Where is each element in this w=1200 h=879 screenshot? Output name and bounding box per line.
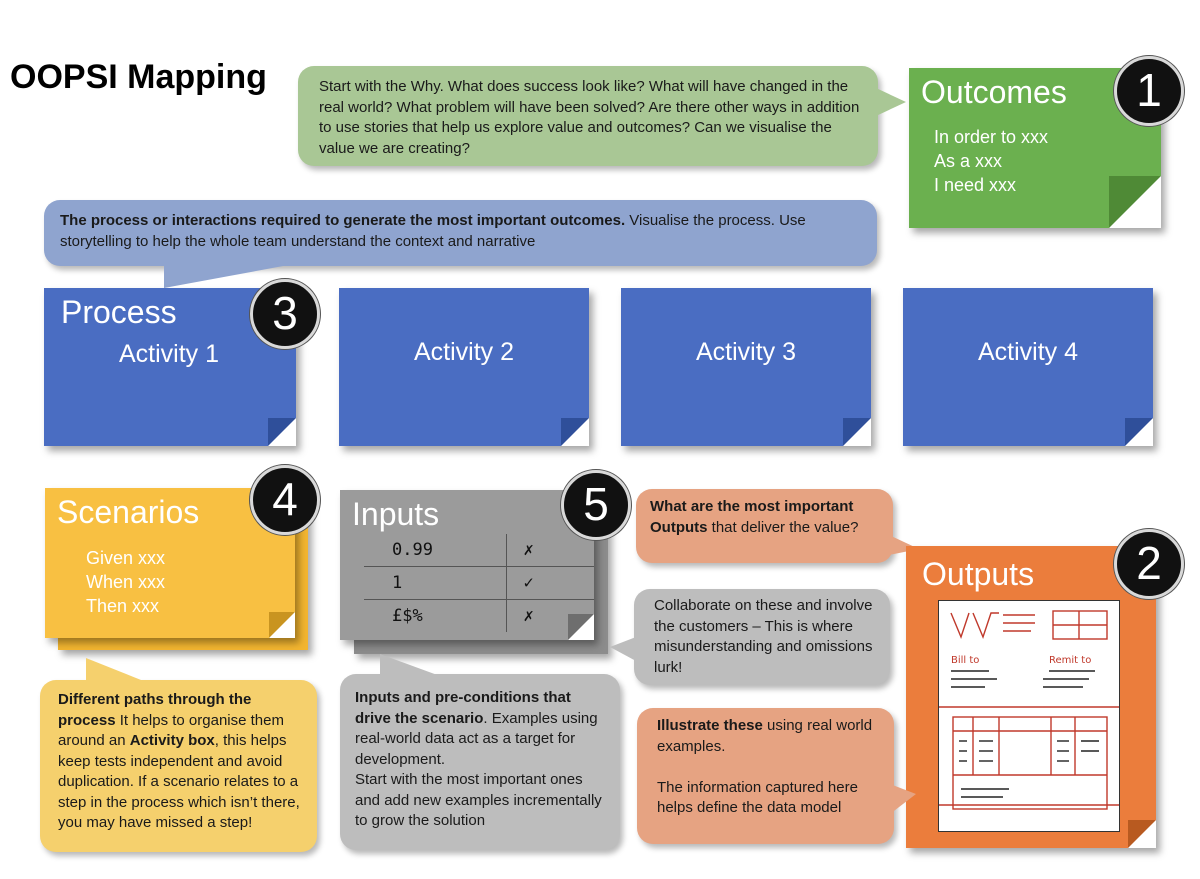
invoice-sketch [938,600,1120,832]
invoice-sketch-drawing [939,601,1119,831]
collaborate-text: Collaborate on these and involve the customers – This is where misunderstanding and omissions lurk! [654,597,873,676]
outputs-question-bold-1: What are the most important [650,498,854,515]
outputs-note [906,546,1156,848]
scenarios-bubble-text-1: It helps to organise them around an [58,711,284,749]
illustrate-bubble-text: using real world examples. [657,717,873,755]
scenarios-bubble-bold-2: Activity box [129,732,215,749]
badge-3: 3 [250,279,320,349]
badge-4: 4 [250,465,320,535]
activity-3-label: Activity 3 [695,338,797,366]
scenarios-heading: Scenarios [57,494,200,530]
inputs-bubble-text: . Examples using real-world data act as a target for development. [355,709,598,768]
scenarios-fold [269,612,295,638]
activity-4-label: Activity 4 [977,338,1079,366]
inputs-value-3: £$% [364,600,507,633]
outcomes-heading: Outcomes [921,74,1067,110]
process-heading: Process [61,294,177,330]
outputs-question-text: that deliver the value? [707,518,859,536]
scenarios-line-2: When xxx [86,572,166,592]
scenarios-bubble [40,680,317,852]
process-bubble-text: Visualise the process. Use storytelling to help the whole team understand the context and narrative [60,212,806,250]
why-bubble-tail [876,88,906,116]
badge-1: 1 [1114,56,1184,126]
outputs-question-bubble [636,489,893,563]
outputs-heading: Outputs [922,556,1035,592]
outcomes-line-1: In order to xxx [934,127,1049,147]
activity-2-label: Activity 2 [413,338,515,366]
inputs-mark-1: ✗ [507,534,594,567]
outcomes-line-3: I need xxx [934,175,1017,195]
activity-2-fold [561,418,589,446]
badge-5: 5 [561,470,631,540]
inputs-mark-3: ✗ [523,606,534,626]
inputs-bubble-bold: Inputs and pre-conditions that drive the scenario [355,689,571,727]
inputs-table [364,534,594,632]
scenarios-line-3: Then xxx [86,596,160,616]
scenarios-bubble-tail [86,658,146,682]
activity-4-fold [1125,418,1153,446]
inputs-value-1: 0.99 [364,534,507,567]
illustrate-bubble-tail [890,784,916,814]
page-title: OOPSI Mapping [10,58,267,96]
sketch-bill-to: Bill to [951,655,980,666]
illustrate-bubble [637,708,894,844]
inputs-row [364,534,594,567]
inputs-bubble-tail [380,654,440,676]
inputs-bubble-text-2: Start with the most important ones and add new examples incrementally to grow the solution [355,771,602,829]
why-text: Start with the Why. What does success look like? What will have changed in the real world? What problem will have been solved? Are there other ways in addition to use stories that help us explore value and outcomes? Can we visualise the value we are creating? [319,78,860,157]
scenarios-bubble-text-2: , this helps keep tests independent and avoid duplication. If a scenario relates to a step in the process which isn’t there, you may have missed a step! [58,732,300,831]
inputs-bubble [340,674,620,850]
inputs-mark-2: ✓ [507,567,594,600]
illustrate-bubble-bold: Illustrate these [657,717,763,734]
inputs-row [364,600,594,633]
outcomes-line-2: As a xxx [934,151,1003,171]
collaborate-tail [610,637,636,661]
inputs-note [340,490,594,640]
why-bubble [298,66,878,166]
activity-1-fold [268,418,296,446]
sketch-remit-to: Remit to [1049,655,1092,666]
scenarios-bubble-bold: Different paths through the process [58,691,252,729]
outcomes-fold [1109,176,1161,228]
inputs-fold [568,614,594,640]
process-bubble [44,200,877,266]
process-bubble-bold: The process or interactions required to generate the most important outcomes. [60,212,626,229]
activity-1-label: Activity 1 [118,340,220,368]
scenarios-line-1: Given xxx [86,548,166,568]
activity-2-note [339,288,589,446]
activity-4-note [903,288,1153,446]
outputs-fold [1128,820,1156,848]
illustrate-bubble-text-2: The information captured here helps define the data model [657,778,858,816]
activity-3-fold [843,418,871,446]
inputs-value-2: 1 [364,567,507,600]
activity-3-note [621,288,871,446]
collaborate-bubble [634,589,890,685]
inputs-heading: Inputs [352,496,440,532]
inputs-row [364,567,594,600]
badge-2: 2 [1114,529,1184,599]
outputs-question-bold-2: Outputs [650,518,708,536]
